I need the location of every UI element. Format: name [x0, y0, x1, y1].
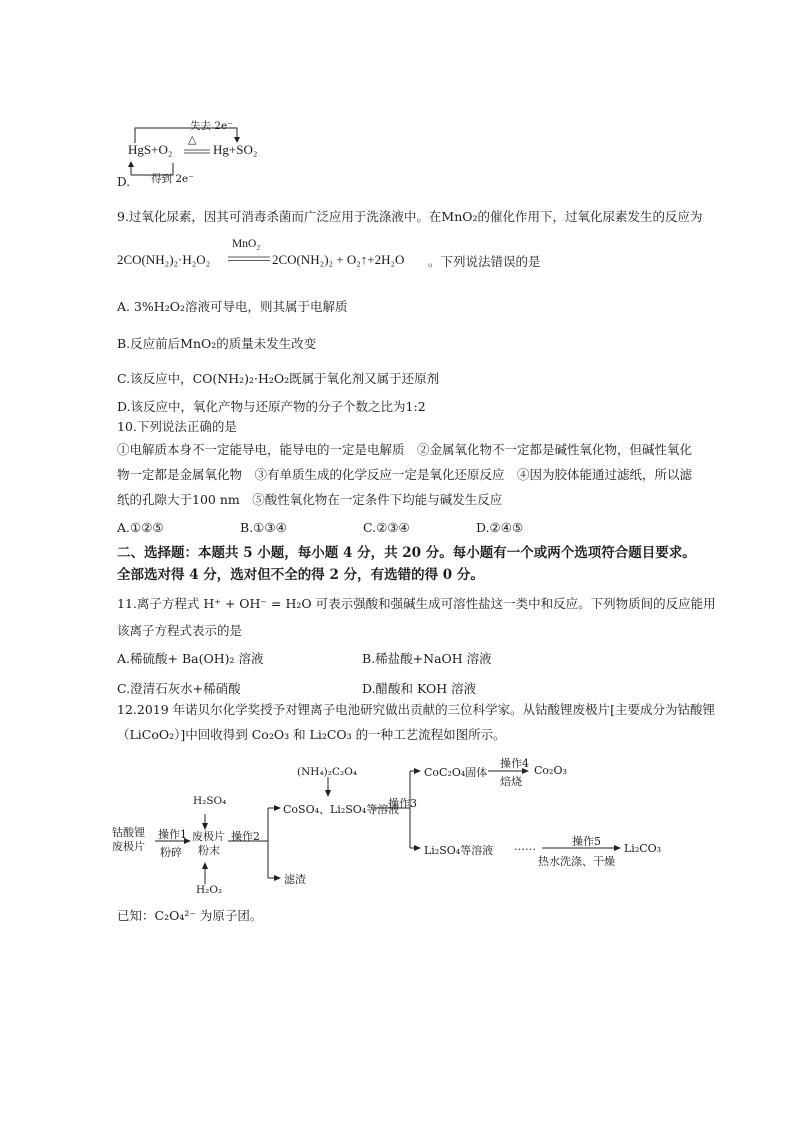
section2-heading-line2: 全部选对得 4 分，选对但不全的得 2 分，有选错的得 0 分。 — [117, 567, 484, 583]
q12-stem-line1: 12.2019 年诺贝尔化学奖授予对锂离子电池研究做出贡献的三位科学家。从钴酸锂废极片[主要成分为钴酸锂 — [117, 702, 716, 717]
q9-option-d: D.该反应中，氧化产物与还原产物的分子个数之比为1:2 — [117, 399, 426, 414]
flow-solution1: CoSO₄、Li₂SO₄等溶液 — [283, 803, 400, 816]
q11-option-a: A.稀硫酸+ Ba(OH)₂ 溶液 — [117, 651, 264, 666]
flow-h2o2: H₂O₂ — [196, 884, 223, 896]
q10-option-d: D.②④⑤ — [476, 520, 524, 535]
q11-option-d: D.醋酸和 KOH 溶液 — [362, 681, 477, 696]
flow-h2so4: H₂SO₄ — [193, 795, 227, 807]
q9-equation-right: 2CO(NH₂)₂ + O₂↑+2H₂O — [272, 252, 405, 267]
flow-op1: 操作1 — [158, 828, 187, 841]
flow-powder-line1: 废极片 — [192, 830, 225, 843]
flow-op3: 操作3 — [388, 797, 417, 810]
flow-li2co3: Li₂CO₃ — [624, 842, 662, 855]
flow-op1-sub: 粉碎 — [160, 846, 182, 859]
flow-dots: …… — [514, 840, 536, 853]
flow-start-line1: 钴酸锂 — [112, 826, 145, 839]
flow-powder-line2: 粉末 — [198, 844, 220, 857]
q11-stem-line1: 11.离子方程式 H⁺ + OH⁻ = H₂O 可表示强酸和强碱生成可溶性盐这一类中和反应。下列物质间的反应能用 — [117, 596, 716, 611]
q10-stem: 10.下列说法正确的是 — [117, 419, 237, 434]
q10-option-b: B.①③④ — [240, 520, 287, 535]
heat-symbol: △ — [188, 133, 197, 146]
q12-stem-line2: （LiCoO₂）]中回收得到 Co₂O₃ 和 Li₂CO₃ 的一种工艺流程如图所示。 — [117, 727, 506, 742]
q10-option-a: A.①②⑤ — [117, 520, 164, 535]
flow-residue: 滤渣 — [284, 873, 306, 886]
q10-body-line2: 物一定都是金属氧化物 ③有单质生成的化学反应一定是氧化还原反应 ④因为胶体能通过滤纸，所以滤 — [117, 467, 693, 482]
q10-body-line1: ①电解质本身不一定能导电，能导电的一定是电解质 ②金属氧化物不一定都是碱性氧化物，但碱性氧化 — [117, 442, 693, 457]
flow-arrows — [110, 750, 670, 905]
flow-powder — [192, 830, 225, 858]
q9-option-b: B.反应前后MnO₂的质量未发生改变 — [117, 336, 317, 351]
q10-body-line3: 纸的孔隙大于100 nm ⑤酸性氧化物在一定条件下均能与碱发生反应 — [117, 492, 503, 507]
flow-op4-sub: 焙烧 — [500, 775, 522, 788]
q9-stem: 9.过氧化尿素，因其可消毒杀菌而广泛应用于洗涤液中。在MnO₂的催化作用下，过氧化尿素发生的反应为 — [117, 209, 703, 224]
flow-solution2: Li₂SO₄等溶液 — [424, 844, 494, 857]
bottom-bracket-label: 得到 2e⁻ — [151, 173, 194, 185]
option-d-label: D. — [117, 175, 131, 189]
q11-stem-line2: 该离子方程式表示的是 — [117, 623, 243, 638]
products: Hg+SO₂ — [213, 142, 258, 157]
flow-reagent: (NH₄)₂C₂O₄ — [297, 766, 358, 778]
q11-option-b: B.稀盐酸+NaOH 溶液 — [362, 651, 492, 666]
flow-coc2o4: CoC₂O₄固体 — [424, 766, 488, 779]
q10-option-c: C.②③④ — [363, 520, 410, 535]
q9-equation-left: 2CO(NH₂)₂·H₂O₂ — [117, 252, 211, 267]
flow-op2: 操作2 — [231, 830, 260, 843]
flow-start-line2: 废极片 — [112, 840, 145, 853]
q9-option-a: A. 3%H₂O₂溶液可导电，则其属于电解质 — [117, 299, 348, 314]
top-bracket-label: 失去 2e⁻ — [190, 120, 233, 132]
q9-equation-tail: 。下列说法错误的是 — [428, 254, 541, 269]
q9-equation-catalyst: MnO₂ — [232, 238, 261, 250]
q9-option-c: C.该反应中，CO(NH₂)₂·H₂O₂既属于氧化剂又属于还原剂 — [117, 371, 440, 386]
reactants: HgS+O₂ — [128, 142, 173, 157]
flow-co2o3: Co₂O₃ — [534, 764, 567, 777]
section2-heading-line1: 二、选择题：本题共 5 小题，每小题 4 分，共 20 分。每小题有一个或两个选项符合题目要求。 — [117, 545, 696, 561]
q12-note: 已知：C₂O₄²⁻ 为原子团。 — [117, 908, 263, 923]
equals-sign — [228, 255, 270, 263]
flow-op5: 操作5 — [572, 835, 601, 848]
q11-option-c: C.澄清石灰水+稀硝酸 — [117, 681, 241, 696]
flow-op5-sub: 热水洗涤、干燥 — [538, 855, 615, 868]
flow-start — [112, 826, 145, 854]
flow-op4: 操作4 — [500, 757, 529, 770]
